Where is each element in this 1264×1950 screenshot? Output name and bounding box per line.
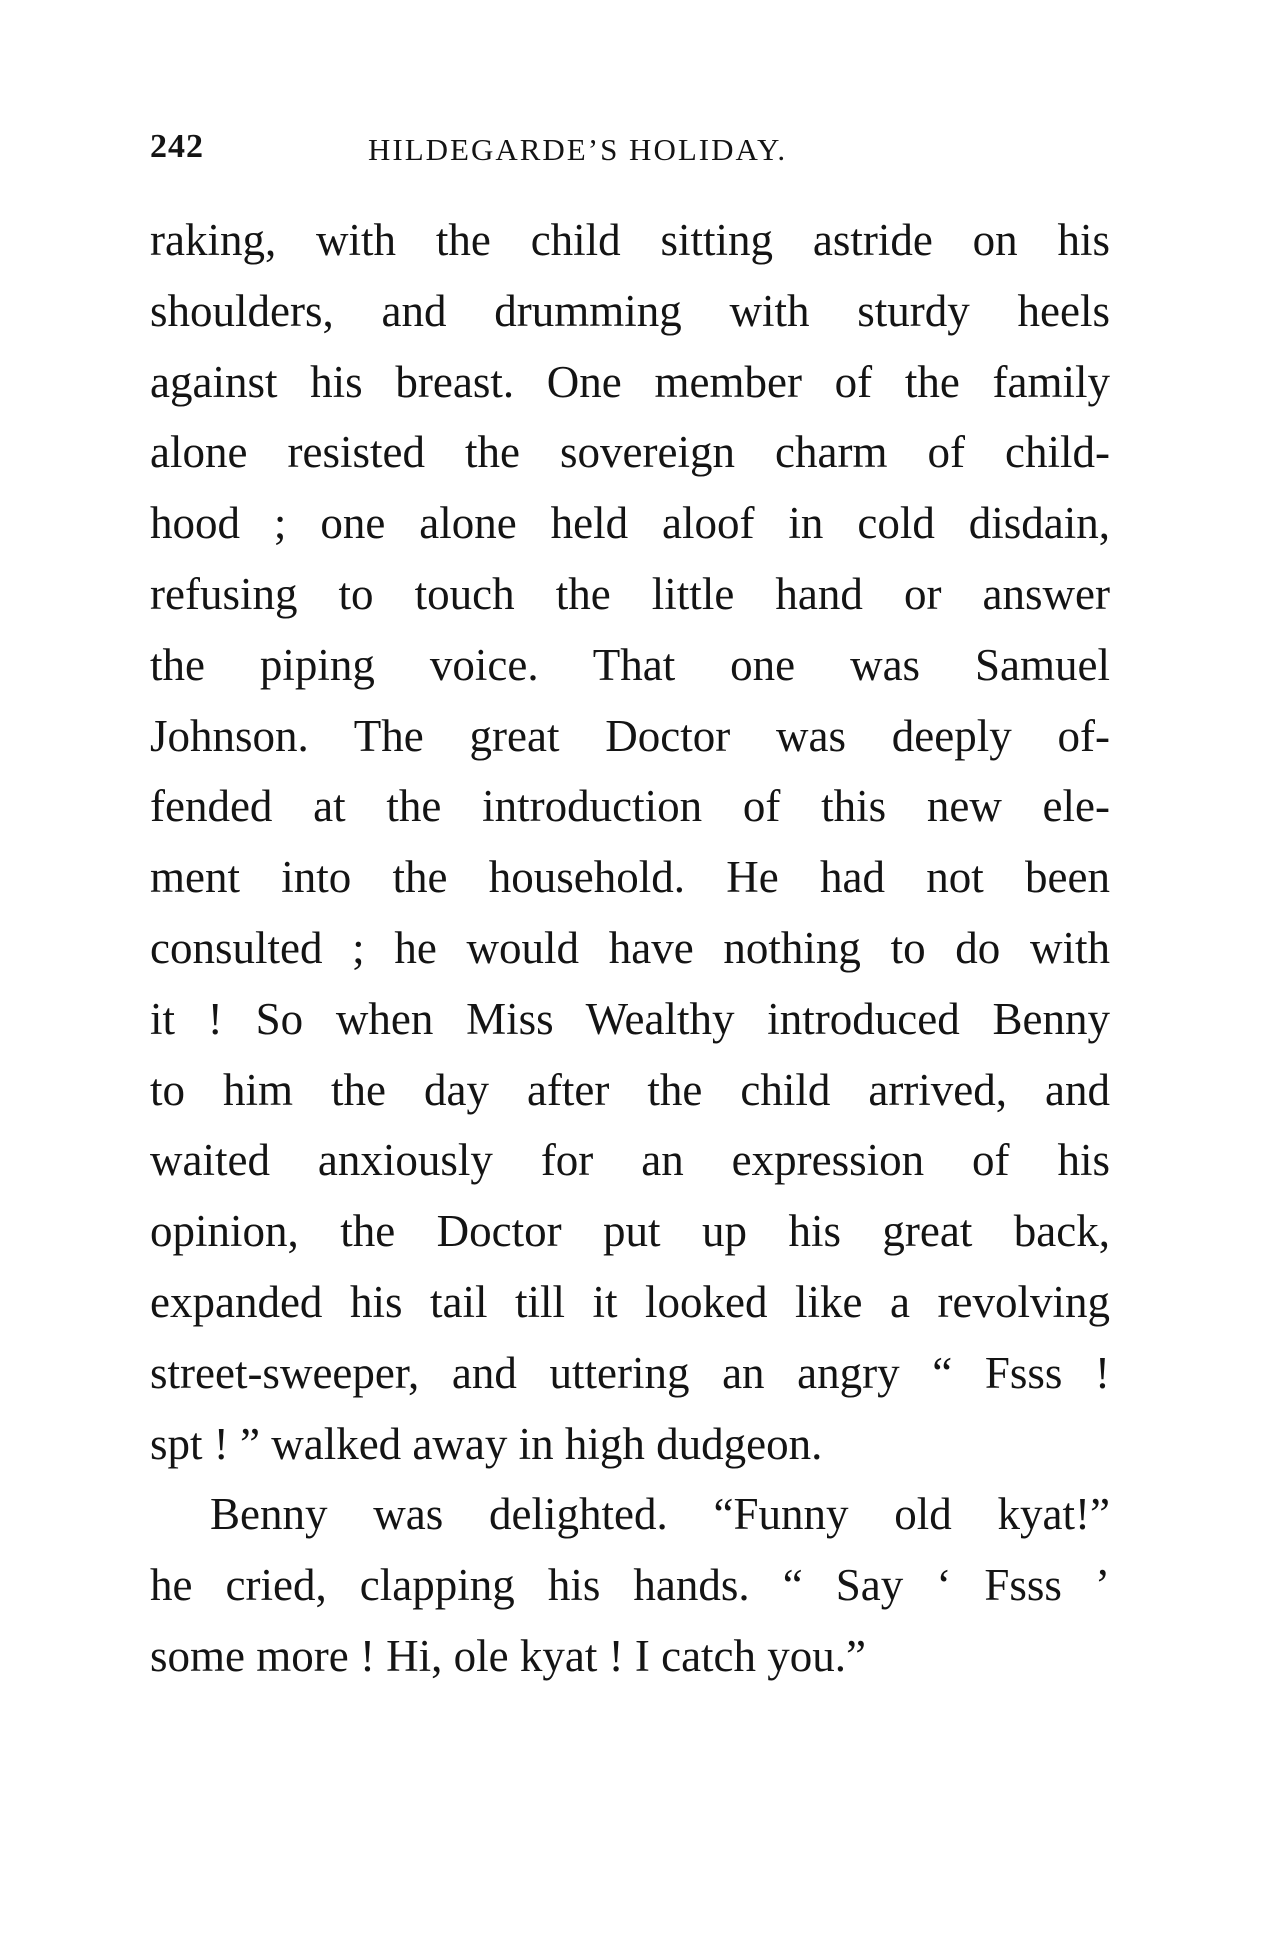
text-line: raking, with the child sitting astride on his <box>150 215 1110 265</box>
text-line: Benny was delighted. “Funny old kyat!” <box>210 1489 1110 1540</box>
text-line: shoulders, and drumming with sturdy heels <box>150 285 1110 336</box>
text-line: spt ! ” walked away in high dudgeon. <box>150 1418 823 1469</box>
text-line: opinion, the Doctor put up his great back, <box>150 1206 1110 1257</box>
text-line: some more ! Hi, ole kyat ! I catch you.” <box>150 1630 867 1681</box>
body-text <box>150 205 1110 1692</box>
text-line: it ! So when Miss Wealthy introduced Benny <box>150 993 1110 1044</box>
text-line: waited anxiously for an expression of his <box>150 1135 1110 1186</box>
text-line: to him the day after the child arrived, and <box>150 1064 1110 1115</box>
text-line: fended at the introduction of this new ele- <box>150 781 1110 832</box>
running-title: HILDEGARDE’S HOLIDAY. <box>368 132 788 167</box>
paragraph-2 <box>150 1479 1110 1691</box>
text-line: consulted ; he would have nothing to do with <box>150 922 1110 973</box>
text-line: the piping voice. That one was Samuel <box>150 639 1110 690</box>
text-line: against his breast. One member of the family <box>150 356 1110 407</box>
text-line: ment into the household. He had not been <box>150 852 1110 903</box>
text-line: alone resisted the sovereign charm of child- <box>150 427 1110 478</box>
running-head <box>150 128 1110 178</box>
text-line: refusing to touch the little hand or answer <box>150 568 1110 619</box>
text-line: hood ; one alone held aloof in cold disdain, <box>150 498 1110 549</box>
text-line: he cried, clapping his hands. “ Say ‘ Fsss ’ <box>150 1560 1110 1611</box>
text-line: expanded his tail till it looked like a revolving <box>150 1276 1110 1327</box>
page-number: 242 <box>150 128 204 165</box>
text-line: street-sweeper, and uttering an angry “ Fsss ! <box>150 1347 1110 1398</box>
text-line: Johnson. The great Doctor was deeply of- <box>150 710 1110 761</box>
paragraph-1 <box>150 205 1110 1479</box>
